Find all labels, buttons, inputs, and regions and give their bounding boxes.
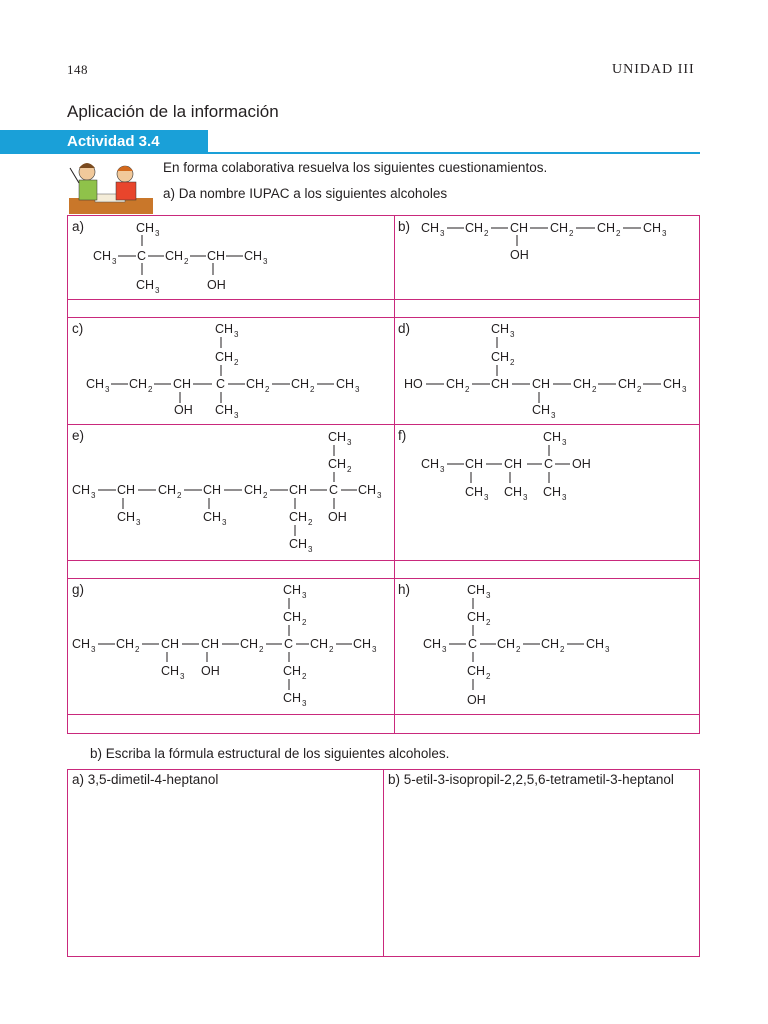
svg-text:CH: CH bbox=[358, 483, 377, 497]
svg-text:2: 2 bbox=[265, 385, 270, 394]
svg-text:3: 3 bbox=[136, 518, 141, 527]
svg-text:CH: CH bbox=[550, 221, 569, 235]
item-label: b) bbox=[398, 219, 411, 234]
svg-text:3: 3 bbox=[302, 699, 307, 708]
svg-text:CH: CH bbox=[328, 457, 347, 471]
svg-text:2: 2 bbox=[329, 645, 334, 654]
item-label: h) bbox=[398, 582, 411, 597]
svg-text:CH: CH bbox=[497, 637, 516, 651]
svg-text:2: 2 bbox=[148, 385, 153, 394]
svg-text:CH: CH bbox=[283, 664, 302, 678]
svg-text:CH: CH bbox=[643, 221, 662, 235]
svg-text:CH: CH bbox=[597, 221, 616, 235]
svg-text:2: 2 bbox=[560, 645, 565, 654]
svg-text:OH: OH bbox=[510, 248, 529, 262]
svg-text:CH: CH bbox=[240, 637, 259, 651]
svg-text:CH: CH bbox=[136, 278, 155, 292]
svg-text:3: 3 bbox=[523, 493, 528, 502]
svg-text:CH: CH bbox=[543, 430, 562, 444]
svg-text:CH: CH bbox=[467, 664, 486, 678]
svg-text:3: 3 bbox=[234, 330, 239, 339]
svg-text:3: 3 bbox=[347, 438, 352, 447]
svg-text:3: 3 bbox=[484, 493, 489, 502]
item-label: e) bbox=[72, 428, 85, 443]
svg-text:CH: CH bbox=[421, 457, 440, 471]
svg-text:3: 3 bbox=[440, 229, 445, 238]
svg-text:2: 2 bbox=[347, 465, 352, 474]
svg-text:CH: CH bbox=[165, 249, 184, 263]
svg-text:CH: CH bbox=[491, 377, 510, 391]
svg-text:CH: CH bbox=[215, 403, 234, 417]
svg-text:CH: CH bbox=[353, 637, 372, 651]
formula-item-a: a) 3,5-dimetil-4-heptanol bbox=[72, 772, 219, 787]
svg-text:3: 3 bbox=[105, 385, 110, 394]
svg-text:3: 3 bbox=[234, 411, 239, 420]
item-label: a) bbox=[72, 219, 85, 234]
svg-text:2: 2 bbox=[310, 385, 315, 394]
svg-text:OH: OH bbox=[207, 278, 226, 292]
svg-text:CH: CH bbox=[467, 583, 486, 597]
svg-text:3: 3 bbox=[155, 229, 160, 238]
svg-text:CH: CH bbox=[215, 350, 234, 364]
svg-text:3: 3 bbox=[91, 491, 96, 500]
svg-text:2: 2 bbox=[616, 229, 621, 238]
svg-text:3: 3 bbox=[562, 493, 567, 502]
svg-text:CH: CH bbox=[446, 377, 465, 391]
svg-text:CH: CH bbox=[504, 485, 523, 499]
svg-text:3: 3 bbox=[510, 330, 515, 339]
svg-text:C: C bbox=[284, 637, 294, 651]
svg-text:2: 2 bbox=[177, 491, 182, 500]
svg-text:CH: CH bbox=[467, 610, 486, 624]
svg-text:OH: OH bbox=[572, 457, 591, 471]
svg-text:CH: CH bbox=[618, 377, 637, 391]
svg-text:CH: CH bbox=[117, 483, 136, 497]
svg-text:CH: CH bbox=[244, 249, 263, 263]
svg-text:3: 3 bbox=[551, 411, 556, 420]
svg-text:CH: CH bbox=[573, 377, 592, 391]
svg-text:CH: CH bbox=[532, 403, 551, 417]
svg-text:OH: OH bbox=[174, 403, 193, 417]
svg-text:CH: CH bbox=[510, 221, 529, 235]
svg-text:C: C bbox=[329, 483, 339, 497]
svg-text:2: 2 bbox=[259, 645, 264, 654]
svg-text:CH: CH bbox=[491, 350, 510, 364]
svg-text:CH: CH bbox=[421, 221, 440, 235]
svg-text:2: 2 bbox=[234, 358, 239, 367]
svg-text:CH: CH bbox=[541, 637, 560, 651]
item-label: f) bbox=[398, 428, 407, 443]
svg-text:OH: OH bbox=[328, 510, 347, 524]
svg-text:2: 2 bbox=[484, 229, 489, 238]
formula-item-b: b) 5-etil-3-isopropil-2,2,5,6-tetrametil-3-heptanol bbox=[388, 772, 674, 787]
svg-text:CH: CH bbox=[491, 322, 510, 336]
svg-text:CH: CH bbox=[465, 457, 484, 471]
section-title: Aplicación de la información bbox=[67, 102, 279, 121]
svg-text:CH: CH bbox=[129, 377, 148, 391]
svg-text:3: 3 bbox=[355, 385, 360, 394]
svg-text:CH: CH bbox=[72, 483, 91, 497]
item-label: g) bbox=[72, 582, 85, 597]
svg-text:CH: CH bbox=[158, 483, 177, 497]
svg-text:2: 2 bbox=[302, 672, 307, 681]
svg-text:3: 3 bbox=[440, 465, 445, 474]
svg-text:2: 2 bbox=[465, 385, 470, 394]
activity-label: Actividad 3.4 bbox=[67, 133, 160, 150]
svg-text:HO: HO bbox=[404, 377, 423, 391]
svg-text:CH: CH bbox=[173, 377, 192, 391]
svg-text:3: 3 bbox=[222, 518, 227, 527]
svg-text:CH: CH bbox=[86, 377, 105, 391]
svg-text:CH: CH bbox=[283, 610, 302, 624]
svg-text:2: 2 bbox=[486, 672, 491, 681]
svg-text:CH: CH bbox=[215, 322, 234, 336]
svg-text:CH: CH bbox=[423, 637, 442, 651]
svg-text:3: 3 bbox=[486, 591, 491, 600]
svg-text:CH: CH bbox=[116, 637, 135, 651]
svg-text:CH: CH bbox=[72, 637, 91, 651]
svg-text:C: C bbox=[544, 457, 554, 471]
svg-text:3: 3 bbox=[302, 591, 307, 600]
svg-text:3: 3 bbox=[112, 257, 117, 266]
svg-text:CH: CH bbox=[336, 377, 355, 391]
svg-text:2: 2 bbox=[302, 618, 307, 627]
svg-text:2: 2 bbox=[135, 645, 140, 654]
svg-text:CH: CH bbox=[289, 510, 308, 524]
svg-text:2: 2 bbox=[263, 491, 268, 500]
svg-text:CH: CH bbox=[203, 483, 222, 497]
part-b-heading: b) Escriba la fórmula estructural de los siguientes alcoholes. bbox=[90, 746, 450, 761]
svg-text:CH: CH bbox=[291, 377, 310, 391]
svg-text:CH: CH bbox=[465, 485, 484, 499]
svg-text:OH: OH bbox=[467, 693, 486, 707]
svg-text:3: 3 bbox=[308, 545, 313, 554]
svg-text:CH: CH bbox=[543, 485, 562, 499]
svg-text:3: 3 bbox=[180, 672, 185, 681]
svg-text:CH: CH bbox=[310, 637, 329, 651]
svg-text:CH: CH bbox=[289, 537, 308, 551]
svg-text:CH: CH bbox=[117, 510, 136, 524]
answer-area-a[interactable] bbox=[68, 792, 382, 956]
svg-text:3: 3 bbox=[263, 257, 268, 266]
item-label: d) bbox=[398, 321, 411, 336]
svg-text:OH: OH bbox=[201, 664, 220, 678]
svg-text:3: 3 bbox=[155, 286, 160, 295]
svg-text:CH: CH bbox=[93, 249, 112, 263]
svg-text:3: 3 bbox=[682, 385, 687, 394]
svg-text:CH: CH bbox=[465, 221, 484, 235]
unit-label: UNIDAD III bbox=[612, 62, 695, 77]
svg-text:CH: CH bbox=[283, 583, 302, 597]
svg-text:CH: CH bbox=[201, 637, 220, 651]
svg-text:CH: CH bbox=[532, 377, 551, 391]
svg-text:3: 3 bbox=[442, 645, 447, 654]
svg-text:3: 3 bbox=[377, 491, 382, 500]
item-label: c) bbox=[72, 321, 84, 336]
svg-text:CH: CH bbox=[586, 637, 605, 651]
answer-area-b[interactable] bbox=[384, 792, 699, 956]
svg-text:CH: CH bbox=[203, 510, 222, 524]
svg-text:2: 2 bbox=[637, 385, 642, 394]
svg-text:2: 2 bbox=[516, 645, 521, 654]
svg-text:2: 2 bbox=[569, 229, 574, 238]
svg-text:2: 2 bbox=[486, 618, 491, 627]
svg-text:C: C bbox=[137, 249, 147, 263]
svg-text:CH: CH bbox=[663, 377, 682, 391]
svg-text:3: 3 bbox=[662, 229, 667, 238]
svg-text:3: 3 bbox=[562, 438, 567, 447]
svg-text:2: 2 bbox=[308, 518, 313, 527]
svg-text:2: 2 bbox=[184, 257, 189, 266]
svg-text:3: 3 bbox=[605, 645, 610, 654]
svg-text:CH: CH bbox=[207, 249, 226, 263]
svg-text:CH: CH bbox=[244, 483, 263, 497]
instruction-text: En forma colaborativa resuelva los siguientes cuestionamientos. bbox=[163, 160, 548, 175]
svg-text:CH: CH bbox=[161, 664, 180, 678]
svg-text:3: 3 bbox=[372, 645, 377, 654]
svg-text:2: 2 bbox=[510, 358, 515, 367]
svg-text:CH: CH bbox=[328, 430, 347, 444]
svg-text:CH: CH bbox=[283, 691, 302, 705]
part-a-heading: a) Da nombre IUPAC a los siguientes alcoholes bbox=[163, 186, 448, 201]
svg-text:CH: CH bbox=[289, 483, 308, 497]
page-number: 148 bbox=[67, 62, 88, 77]
svg-text:CH: CH bbox=[246, 377, 265, 391]
svg-text:C: C bbox=[216, 377, 226, 391]
svg-text:2: 2 bbox=[592, 385, 597, 394]
svg-text:C: C bbox=[468, 637, 478, 651]
svg-text:CH: CH bbox=[136, 221, 155, 235]
svg-text:CH: CH bbox=[161, 637, 180, 651]
svg-text:3: 3 bbox=[91, 645, 96, 654]
svg-text:CH: CH bbox=[504, 457, 523, 471]
